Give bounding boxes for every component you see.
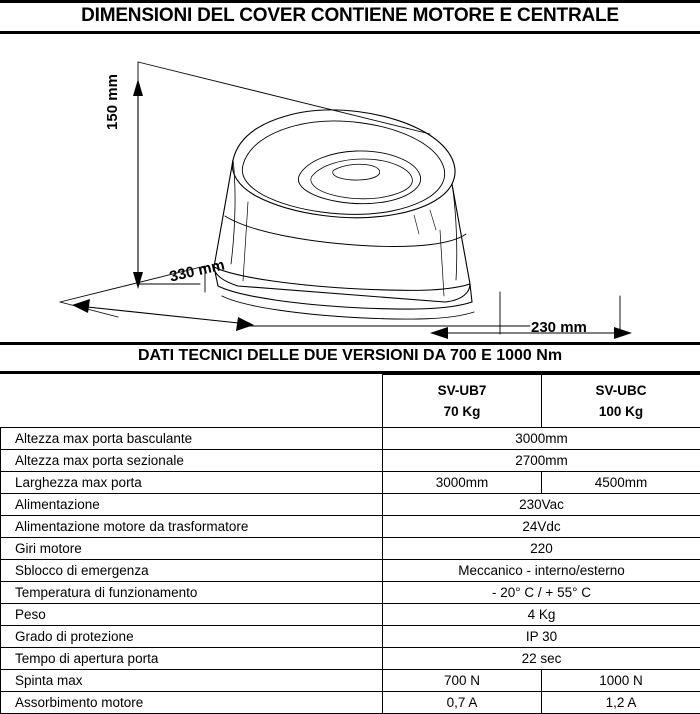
table-header-cell-model-b [542, 375, 700, 428]
dimension-width-label: 230 mm [531, 319, 587, 336]
table-row [1, 692, 700, 714]
table-row [1, 472, 700, 494]
cover-motor-dimension-drawing [0, 34, 700, 340]
row-value-a: 700 N [383, 670, 542, 692]
table-row [1, 516, 700, 538]
row-label: Altezza max porta sezionale [1, 450, 383, 472]
row-value-b: 4500mm [542, 472, 700, 494]
model-b-name: SV-UBC [542, 381, 700, 402]
dimension-depth-label: 330 mm [168, 256, 226, 285]
row-label: Tempo di apertura porta [1, 648, 383, 670]
table-row [1, 670, 700, 692]
page-title: DIMENSIONI DEL COVER CONTIENE MOTORE E CENTRALE [0, 5, 700, 27]
table-body [1, 375, 700, 714]
row-label: Alimentazione motore da trasformatore [1, 516, 383, 538]
model-b-weight: 100 Kg [542, 402, 700, 423]
row-label: Sblocco di emergenza [1, 560, 383, 582]
row-value-shared: 2700mm [383, 450, 700, 472]
table-header-cell-model-a [383, 375, 542, 428]
row-label: Alimentazione [1, 494, 383, 516]
table-row [1, 582, 700, 604]
row-value-shared: 230Vac [383, 494, 700, 516]
row-label: Grado di protezione [1, 626, 383, 648]
table-row [1, 604, 700, 626]
row-value-shared: 220 [383, 538, 700, 560]
dimension-height-label: 150 mm [104, 62, 121, 142]
row-label: Larghezza max porta [1, 472, 383, 494]
row-label: Spinta max [1, 670, 383, 692]
table-row [1, 538, 700, 560]
row-value-shared: 4 Kg [383, 604, 700, 626]
technical-data-table [0, 374, 700, 714]
header-rule-top [0, 0, 700, 3]
table-row [1, 494, 700, 516]
row-label: Peso [1, 604, 383, 626]
section-rule-top [0, 342, 700, 345]
row-value-shared: IP 30 [383, 626, 700, 648]
table-row [1, 450, 700, 472]
row-value-b: 1,2 A [542, 692, 700, 714]
table-row [1, 560, 700, 582]
row-label: Temperatura di funzionamento [1, 582, 383, 604]
row-value-shared: Meccanico - interno/esterno [383, 560, 700, 582]
row-value-shared: 24Vdc [383, 516, 700, 538]
row-label: Altezza max porta basculante [1, 428, 383, 450]
table-header-row [1, 375, 700, 428]
row-value-shared: 3000mm [383, 428, 700, 450]
row-value-a: 0,7 A [383, 692, 542, 714]
row-value-shared: - 20° C / + 55° C [383, 582, 700, 604]
row-value-b: 1000 N [542, 670, 700, 692]
model-a-name: SV-UB7 [383, 381, 541, 402]
row-label: Giri motore [1, 538, 383, 560]
table-row [1, 626, 700, 648]
row-value-a: 3000mm [383, 472, 542, 494]
row-label: Assorbimento motore [1, 692, 383, 714]
table-row [1, 648, 700, 670]
section-title: DATI TECNICI DELLE DUE VERSIONI DA 700 E 1000 Nm [0, 347, 700, 365]
model-a-weight: 70 Kg [383, 402, 541, 423]
table-row [1, 428, 700, 450]
row-value-shared: 22 sec [383, 648, 700, 670]
table-header-blank-cell [1, 375, 383, 428]
